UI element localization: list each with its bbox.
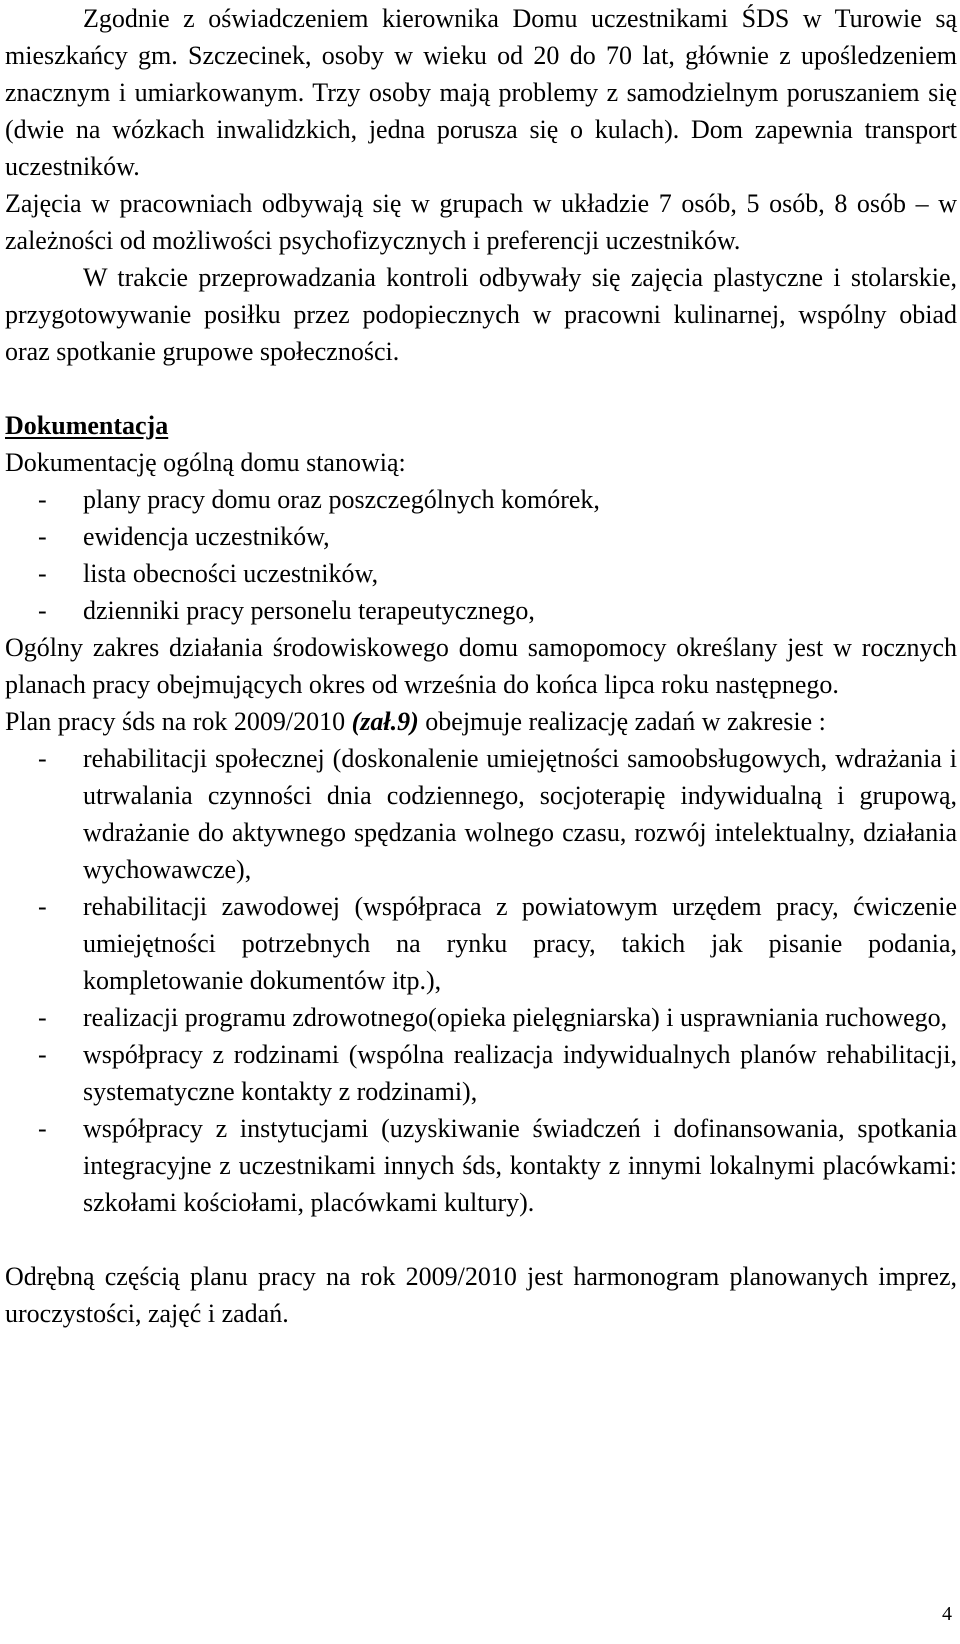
- list-item-text: dzienniki pracy personelu terapeutycznego,: [83, 596, 535, 625]
- dash-marker: -: [38, 744, 47, 773]
- dash-marker: -: [38, 1040, 47, 1069]
- list-item: [5, 888, 957, 999]
- dash-marker: -: [38, 485, 47, 514]
- closing-paragraph: Odrębną częścią planu pracy na rok 2009/2010 jest harmonogram planowanych imprez, uroczystości, zajęć i zadań.: [5, 1262, 957, 1328]
- documentation-list: [5, 481, 957, 629]
- intro-paragraph-2: Zajęcia w pracowniach odbywają się w grupach w układzie 7 osób, 5 osób, 8 osób – w zależności od możliwości psychofizycznych i preferencji uczestników.: [5, 189, 957, 255]
- documentation-lead: Dokumentację ogólną domu stanowią:: [5, 448, 406, 477]
- dash-marker: -: [38, 596, 47, 625]
- plan-tasks-list: [5, 740, 957, 1221]
- plan-text-after: obejmuje realizację zadań w zakresie :: [418, 707, 826, 736]
- list-item: [5, 555, 957, 592]
- dash-marker: -: [38, 1003, 47, 1032]
- list-item: [5, 1036, 957, 1110]
- dash-marker: -: [38, 559, 47, 588]
- intro-paragraph-3: W trakcie przeprowadzania kontroli odbywały się zajęcia plastyczne i stolarskie, przygotowywanie posiłku przez podopiecznych w pracowni kulinarnej, wspólny obiad oraz spotkanie grupowe społeczności.: [5, 263, 957, 366]
- dash-marker: -: [38, 522, 47, 551]
- list-item-text: współpracy z rodzinami (wspólna realizacja indywidualnych planów rehabilitacji, systematyczne kontakty z rodzinami),: [83, 1040, 957, 1106]
- list-item-text: rehabilitacji zawodowej (współpraca z powiatowym urzędem pracy, ćwiczenie umiejętności potrzebnych na rynku pracy, takich jak pisanie podania, kompletowanie dokumentów itp.),: [83, 892, 957, 995]
- list-item-text: rehabilitacji społecznej (doskonalenie umiejętności samoobsługowych, wdrażania i utrwalania czynności dnia codziennego, socjoterapię indywidualną i grupową, wdrażanie do aktywnego spędzania wolnego czasu, rozwój intelektualny, działania wychowawcze),: [83, 744, 957, 884]
- list-item: [5, 481, 957, 518]
- list-item: [5, 740, 957, 888]
- list-item-text: lista obecności uczestników,: [83, 559, 379, 588]
- plan-paragraph: [5, 703, 957, 740]
- dash-marker: -: [38, 1114, 47, 1143]
- intro-paragraph-1: Zgodnie z oświadczeniem kierownika Domu uczestnikami ŚDS w Turowie są mieszkańcy gm. Szczecinek, osoby w wieku od 20 do 70 lat, głównie z upośledzeniem znacznym i umiarkowanym. Trzy osoby mają problemy z samodzielnym poruszaniem się (dwie na wózkach inwalidzkich, jedna porusza się o kulach). Dom zapewnia transport uczestników.: [5, 4, 957, 181]
- page-number: 4: [942, 1603, 952, 1625]
- list-item: [5, 1110, 957, 1221]
- dash-marker: -: [38, 892, 47, 921]
- plan-text-before: Plan pracy śds na rok 2009/2010: [5, 707, 352, 736]
- section-heading-dokumentacja: Dokumentacja: [5, 411, 169, 440]
- list-item-text: ewidencja uczestników,: [83, 522, 330, 551]
- list-item-text: realizacji programu zdrowotnego(opieka pielęgniarska) i usprawniania ruchowego,: [83, 1003, 948, 1032]
- list-item-text: współpracy z instytucjami (uzyskiwanie świadczeń i dofinansowania, spotkania integracyjne z uczestnikami innych śds, kontakty z innymi lokalnymi placówkami: szkołami kościołami, placówkami kultury).: [83, 1114, 957, 1217]
- scope-paragraph: Ogólny zakres działania środowiskowego domu samopomocy określany jest w rocznych planach pracy obejmujących okres od września do końca lipca roku następnego.: [5, 633, 957, 699]
- document-page: [5, 0, 957, 1332]
- list-item: [5, 999, 957, 1036]
- list-item: [5, 518, 957, 555]
- blank-line: [5, 1221, 957, 1258]
- attachment-reference: (zał.9): [351, 707, 419, 736]
- list-item: [5, 592, 957, 629]
- list-item-text: plany pracy domu oraz poszczególnych komórek,: [83, 485, 600, 514]
